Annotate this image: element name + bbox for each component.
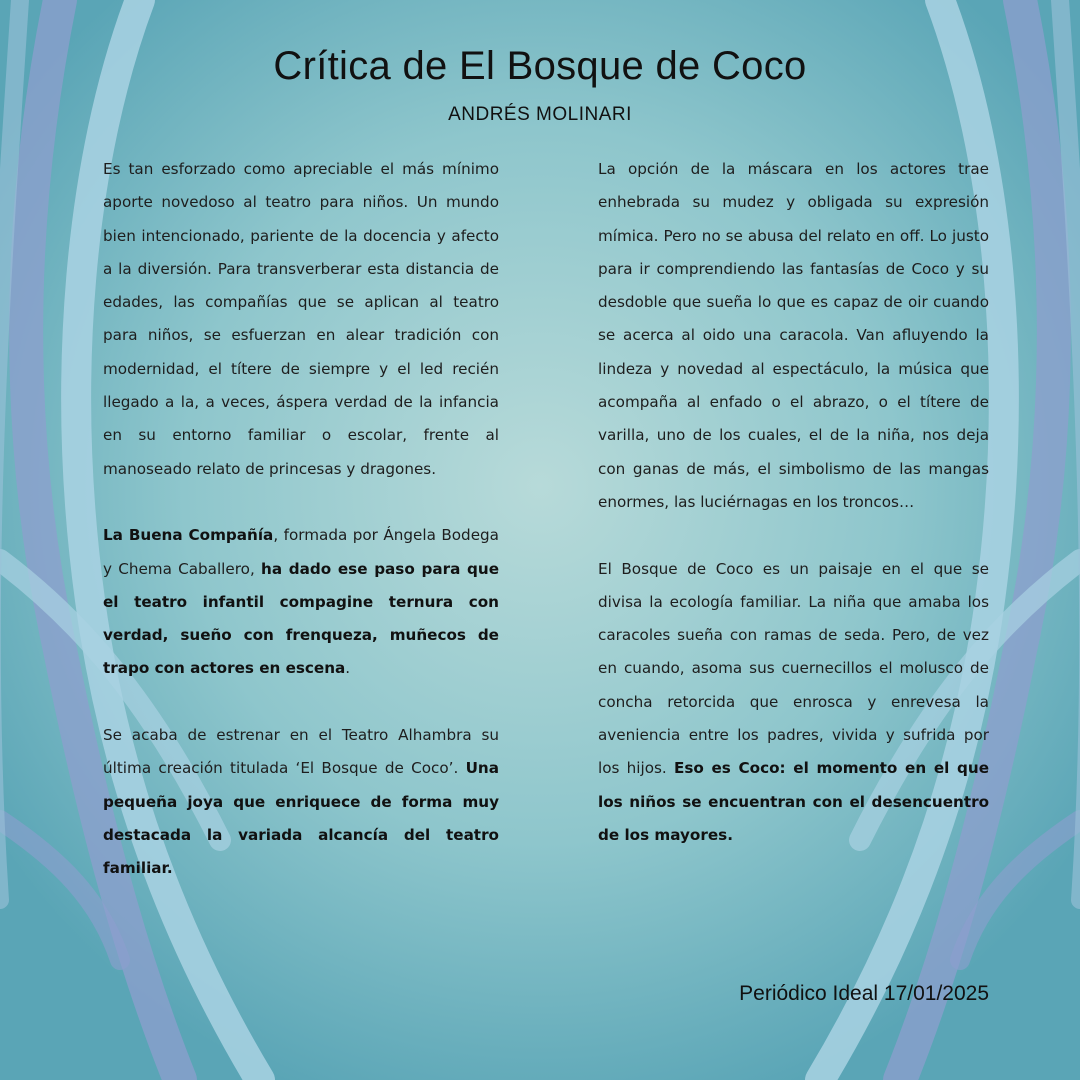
paragraph-premiere — [103, 719, 499, 885]
ecology-text: El Bosque de Coco es un paisaje en el que se divisa la ecología familiar. La niña que amaba los caracoles sueña con ramas de seda. Pero, de vez en cuando, asoma sus cuernecillos el molusco de concha retorcida que enrosca y enrevesa la aveniencia entre los padres, vivida y sufrida por los hijos. — [598, 559, 989, 778]
premiere-highlight: Una pequeña joya que enriquece de forma muy destacada la variada alcancía del teatro familiar. — [103, 759, 499, 878]
left-column — [103, 153, 499, 919]
paragraph-masks: La opción de la máscara en los actores trae enhebrada su mudez y obligada su expresión mímica. Pero no se abusa del relato en off. Lo justo para ir comprendiendo las fantasías de Coco y su desdoble que sueña lo que es capaz de oir cuando se acerca al oido una caracola. Van afluyendo la lindeza y novedad al espectáculo, la música que acompaña al enfado o el abrazo, o el títere de varilla, uno de los cuales, el de la niña, nos deja con ganas de más, el simbolismo de las mangas enormes, las luciérnagas en los troncos… — [598, 160, 989, 511]
ecology-highlight: Eso es Coco: el momento en el que los niños se encuentran con el desencuentro de los mayores. — [598, 759, 989, 844]
publication-source: Periódico Ideal 17/01/2025 — [739, 982, 989, 1005]
company-members: , formada por Ángela Bodega y Chema Caballero, — [103, 526, 499, 578]
paragraph-ecology — [598, 553, 989, 853]
company-statement: ha dado ese paso para que el teatro infantil compagine ternura con verdad, sueño con frenqueza, muñecos de trapo con actores en escena — [103, 559, 499, 678]
article-title: Crítica de El Bosque de Coco — [273, 44, 807, 88]
paragraph-company — [103, 519, 499, 685]
paragraph-intro: Es tan esforzado como apreciable el más mínimo aporte novedoso al teatro para niños. Un mundo bien intencionado, pariente de la docencia y afecto a la diversión. Para transverberar esta distancia de edades, las compañías que se aplican al teatro para niños, se esfuerzan en alear tradición con modernidad, el títere de siempre y el led recién llegado a la, a veces, áspera verdad de la infancia en su entorno familiar o escolar, frente al manoseado relato de princesas y dragones. — [103, 160, 499, 478]
author-name: ANDRÉS MOLINARI — [448, 104, 632, 125]
right-column — [598, 153, 989, 886]
company-name: La Buena Compañía — [103, 526, 274, 545]
premiere-text: Se acaba de estrenar en el Teatro Alhambra su última creación titulada ‘El Bosque de Coco’. — [103, 726, 499, 778]
company-statement-end: . — [345, 659, 351, 678]
